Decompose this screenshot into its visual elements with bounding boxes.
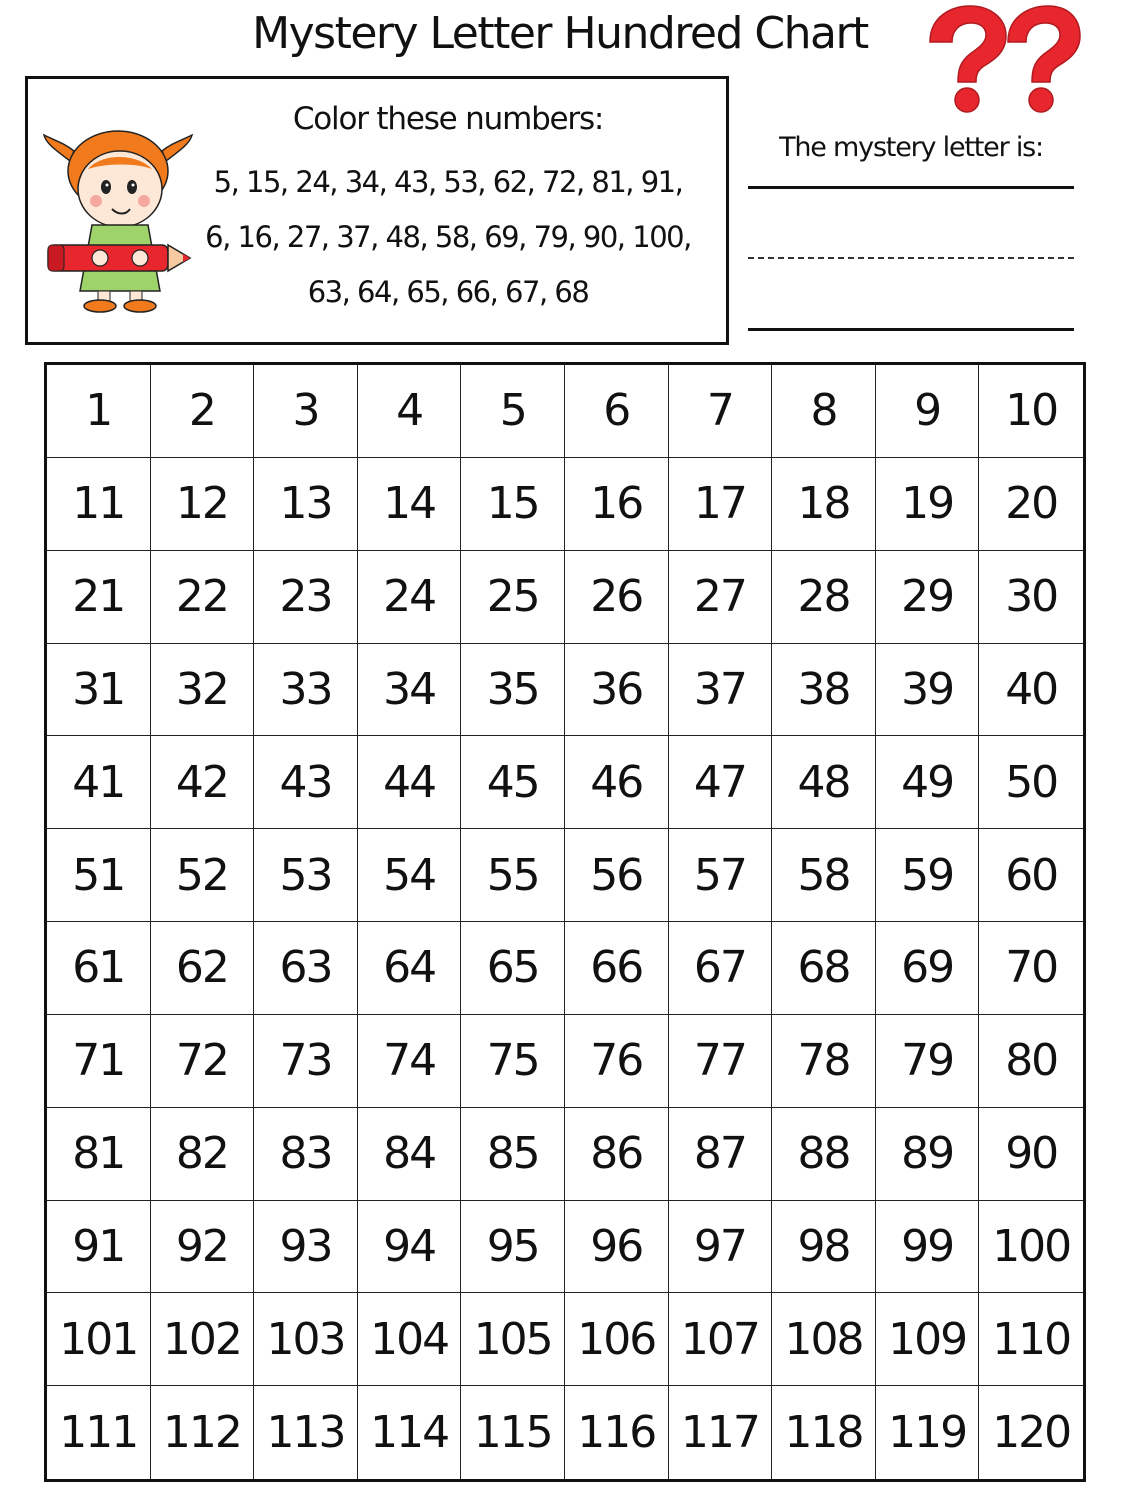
answer-line-dashed[interactable] [748,257,1074,259]
chart-cell[interactable]: 2 [151,365,255,458]
chart-cell[interactable]: 22 [151,551,255,644]
chart-cell[interactable]: 3 [254,365,358,458]
chart-cell[interactable]: 120 [992,1407,1071,1459]
chart-cell[interactable]: 60 [979,829,1083,922]
chart-cell[interactable]: 21 [47,551,151,644]
chart-cell[interactable]: 5 [461,365,565,458]
chart-cell[interactable]: 29 [876,551,980,644]
chart-cell[interactable]: 84 [358,1108,462,1201]
chart-cell[interactable]: 44 [358,736,462,829]
chart-cell[interactable]: 7 [669,365,773,458]
chart-cell[interactable]: 94 [358,1201,462,1294]
hundred-chart-grid [44,362,1086,1482]
chart-cell[interactable]: 65 [461,922,565,1015]
chart-cell[interactable]: 110 [979,1293,1083,1386]
chart-cell[interactable]: 112 [151,1386,255,1479]
chart-cell[interactable]: 8 [772,365,876,458]
chart-cell[interactable]: 48 [772,736,876,829]
chart-cell[interactable]: 71 [47,1015,151,1108]
chart-cell[interactable]: 90 [979,1108,1083,1201]
chart-cell[interactable]: 12 [151,458,255,551]
chart-cell[interactable]: 92 [151,1201,255,1294]
chart-cell[interactable]: 36 [565,644,669,737]
chart-cell[interactable]: 11 [47,458,151,551]
chart-cell[interactable]: 53 [254,829,358,922]
chart-cell[interactable]: 77 [669,1015,773,1108]
page-title: Mystery Letter Hundred Chart [252,8,868,59]
chart-cell[interactable]: 85 [461,1108,565,1201]
chart-cell[interactable]: 61 [47,922,151,1015]
chart-cell[interactable]: 113 [254,1386,358,1479]
chart-cell[interactable]: 20 [979,458,1083,551]
girl-with-pencil-icon [40,113,200,313]
chart-cell[interactable]: 1 [47,365,151,458]
chart-cell[interactable]: 82 [151,1108,255,1201]
chart-cell[interactable]: 115 [461,1386,565,1479]
chart-cell[interactable]: 52 [151,829,255,922]
chart-cell[interactable]: 117 [669,1386,773,1479]
chart-cell[interactable]: 47 [669,736,773,829]
chart-cell[interactable]: 74 [358,1015,462,1108]
answer-line-bottom[interactable] [748,328,1074,331]
chart-cell[interactable]: 93 [254,1201,358,1294]
chart-cell[interactable]: 67 [669,922,773,1015]
chart-cell[interactable]: 118 [772,1386,876,1479]
chart-cell[interactable]: 95 [461,1201,565,1294]
chart-cell[interactable]: 34 [358,644,462,737]
chart-cell[interactable]: 38 [772,644,876,737]
chart-cell[interactable]: 43 [254,736,358,829]
chart-cell[interactable]: 55 [461,829,565,922]
chart-cell[interactable]: 51 [47,829,151,922]
chart-cell[interactable]: 109 [876,1293,980,1386]
answer-line-top[interactable] [748,186,1074,189]
chart-cell[interactable]: 62 [151,922,255,1015]
chart-cell[interactable]: 105 [461,1293,565,1386]
chart-cell[interactable]: 108 [772,1293,876,1386]
chart-cell[interactable]: 79 [876,1015,980,1108]
chart-cell[interactable]: 106 [565,1293,669,1386]
chart-cell[interactable]: 28 [772,551,876,644]
chart-cell[interactable]: 64 [358,922,462,1015]
chart-cell[interactable]: 14 [358,458,462,551]
chart-cell[interactable]: 73 [254,1015,358,1108]
chart-cell[interactable]: 6 [565,365,669,458]
chart-cell[interactable]: 86 [565,1108,669,1201]
chart-cell[interactable]: 98 [772,1201,876,1294]
chart-cell[interactable]: 24 [358,551,462,644]
chart-cell[interactable]: 39 [876,644,980,737]
chart-cell[interactable]: 88 [772,1108,876,1201]
chart-cell[interactable]: 42 [151,736,255,829]
numbers-line-2: 6, 16, 27, 37, 48, 58, 69, 79, 90, 100, [205,220,691,254]
chart-cell[interactable]: 33 [254,644,358,737]
chart-cell[interactable]: 31 [47,644,151,737]
chart-cell[interactable]: 26 [565,551,669,644]
chart-cell[interactable]: 23 [254,551,358,644]
chart-cell[interactable]: 69 [876,922,980,1015]
chart-cell[interactable]: 78 [772,1015,876,1108]
chart-cell[interactable]: 99 [876,1201,980,1294]
chart-cell[interactable]: 96 [565,1201,669,1294]
chart-cell[interactable]: 102 [151,1293,255,1386]
chart-cell[interactable]: 30 [979,551,1083,644]
chart-cell[interactable]: 45 [461,736,565,829]
chart-cell[interactable]: 101 [47,1293,151,1386]
chart-cell[interactable]: 63 [254,922,358,1015]
chart-cell[interactable]: 19 [876,458,980,551]
chart-cell[interactable]: 119 [876,1386,980,1479]
chart-cell[interactable]: 72 [151,1015,255,1108]
chart-cell[interactable]: 58 [772,829,876,922]
chart-cell[interactable]: 107 [669,1293,773,1386]
chart-cell[interactable]: 32 [151,644,255,737]
chart-cell[interactable]: 16 [565,458,669,551]
chart-cell[interactable]: 97 [669,1201,773,1294]
chart-cell[interactable]: 70 [979,922,1083,1015]
chart-cell[interactable]: 100 [979,1201,1083,1294]
chart-cell[interactable]: 114 [358,1386,462,1479]
chart-cell[interactable]: 10 [979,365,1083,458]
numbers-line-3: 63, 64, 65, 66, 67, 68 [307,275,589,309]
chart-cell[interactable]: 4 [358,365,462,458]
chart-cell[interactable]: 41 [47,736,151,829]
chart-cell[interactable]: 46 [565,736,669,829]
chart-cell[interactable]: 81 [47,1108,151,1201]
chart-cell[interactable]: 49 [876,736,980,829]
chart-cell[interactable]: 89 [876,1108,980,1201]
chart-cell[interactable]: 54 [358,829,462,922]
question-marks-icon [922,2,1082,118]
mystery-letter-label: The mystery letter is: [779,132,1043,163]
chart-cell[interactable]: 66 [565,922,669,1015]
chart-cell[interactable]: 13 [254,458,358,551]
chart-cell[interactable]: 57 [669,829,773,922]
chart-cell[interactable]: 87 [669,1108,773,1201]
chart-cell[interactable]: 76 [565,1015,669,1108]
chart-cell[interactable]: 25 [461,551,565,644]
chart-cell[interactable]: 91 [47,1201,151,1294]
chart-cell[interactable]: 68 [772,922,876,1015]
chart-cell[interactable]: 56 [565,829,669,922]
chart-cell[interactable]: 18 [772,458,876,551]
chart-cell[interactable]: 37 [669,644,773,737]
chart-cell[interactable]: 111 [47,1386,151,1479]
chart-cell[interactable]: 103 [254,1293,358,1386]
chart-cell[interactable]: 27 [669,551,773,644]
chart-cell[interactable]: 17 [669,458,773,551]
chart-cell[interactable]: 80 [979,1015,1083,1108]
chart-cell[interactable]: 75 [461,1015,565,1108]
chart-cell[interactable]: 15 [461,458,565,551]
chart-cell[interactable]: 40 [979,644,1083,737]
chart-cell[interactable]: 83 [254,1108,358,1201]
chart-cell[interactable]: 50 [979,736,1083,829]
instructions-box [25,76,729,345]
instructions-heading: Color these numbers: [292,101,604,137]
chart-cell[interactable]: 35 [461,644,565,737]
chart-cell[interactable]: 59 [876,829,980,922]
chart-cell[interactable]: 116 [565,1386,669,1479]
chart-cell[interactable]: 9 [876,365,980,458]
numbers-line-1: 5, 15, 24, 34, 43, 53, 62, 72, 81, 91, [213,165,683,199]
chart-cell[interactable]: 104 [358,1293,462,1386]
